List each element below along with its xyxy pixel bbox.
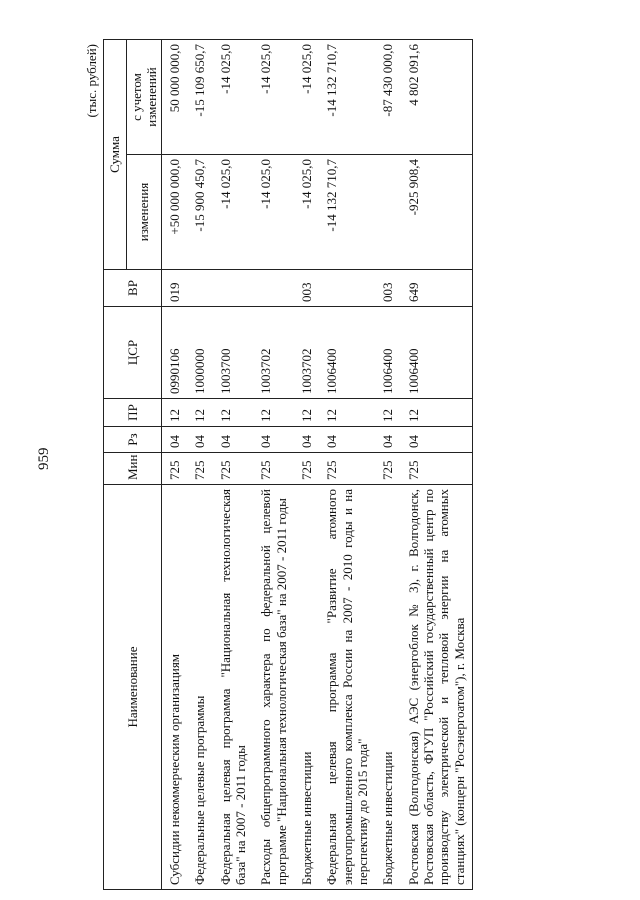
cell-change: -14 025,0 xyxy=(294,155,319,270)
cell-rz: 04 xyxy=(375,427,400,453)
cell-rz: 04 xyxy=(401,427,473,453)
cell-csr: 1000000 xyxy=(187,307,212,399)
cell-rz: 04 xyxy=(162,427,188,453)
cell-name: Субсидии некоммерческим организациям xyxy=(162,485,188,890)
cell-csr: 0990106 xyxy=(162,307,188,399)
cell-min: 725 xyxy=(401,453,473,485)
cell-change: -925 908,4 xyxy=(401,155,473,270)
cell-vr xyxy=(253,270,294,307)
cell-rz: 04 xyxy=(294,427,319,453)
cell-change: -15 900 450,7 xyxy=(187,155,212,270)
table-row xyxy=(294,40,319,890)
table-row xyxy=(375,40,400,890)
cell-rz: 04 xyxy=(187,427,212,453)
cell-name: Расходы общепрограммного характера по федеральной целевой программе "Национальная технологическая база" на 2007 - 2011 годы xyxy=(253,485,294,890)
cell-min: 725 xyxy=(375,453,400,485)
cell-pr: 12 xyxy=(213,399,254,427)
cell-name: Федеральная целевая программа "Национальная технологическая база" на 2007 - 2011 годы xyxy=(213,485,254,890)
cell-with-changes: -14 132 710,7 xyxy=(319,40,375,155)
cell-min: 725 xyxy=(253,453,294,485)
cell-pr: 12 xyxy=(253,399,294,427)
cell-change xyxy=(375,155,400,270)
header-sum: Сумма xyxy=(104,40,127,270)
budget-table xyxy=(103,39,473,890)
cell-vr: 649 xyxy=(401,270,473,307)
rotated-page-content xyxy=(84,40,553,890)
cell-with-changes: -14 025,0 xyxy=(253,40,294,155)
cell-min: 725 xyxy=(294,453,319,485)
header-change: изменения xyxy=(127,155,162,270)
cell-min: 725 xyxy=(162,453,188,485)
table-row xyxy=(187,40,212,890)
cell-pr: 12 xyxy=(401,399,473,427)
cell-with-changes: -87 430 000,0 xyxy=(375,40,400,155)
cell-rz: 04 xyxy=(253,427,294,453)
cell-csr: 1006400 xyxy=(319,307,375,399)
cell-pr: 12 xyxy=(294,399,319,427)
header-min: Мин xyxy=(104,453,162,485)
header-with-changes: с учетом изменений xyxy=(127,40,162,155)
cell-csr: 1006400 xyxy=(375,307,400,399)
table-row xyxy=(162,40,188,890)
cell-rz: 04 xyxy=(319,427,375,453)
cell-name: Бюджетные инвестиции xyxy=(294,485,319,890)
cell-change: -14 025,0 xyxy=(213,155,254,270)
header-name: Наименование xyxy=(104,485,162,890)
cell-with-changes: -15 109 650,7 xyxy=(187,40,212,155)
cell-csr: 1003702 xyxy=(294,307,319,399)
cell-name: Ростовская (Волгодонская) АЭС (энергоблок № 3), г. Волгодонск, Ростовская область, ФГУП "Российский государственный центр по производству электрической и тепловой энергии на атомных станциях" (концерн "Росэнергоатом"), г. Москва xyxy=(401,485,473,890)
cell-min: 725 xyxy=(213,453,254,485)
page-number: 959 xyxy=(36,447,52,470)
table-row xyxy=(213,40,254,890)
cell-vr xyxy=(319,270,375,307)
cell-pr: 12 xyxy=(375,399,400,427)
cell-with-changes: -14 025,0 xyxy=(213,40,254,155)
header-pr: ПР xyxy=(104,399,162,427)
cell-vr: 019 xyxy=(162,270,188,307)
cell-csr: 1006400 xyxy=(401,307,473,399)
cell-csr: 1003700 xyxy=(213,307,254,399)
table-row xyxy=(319,40,375,890)
cell-min: 725 xyxy=(187,453,212,485)
table-row xyxy=(253,40,294,890)
cell-min: 725 xyxy=(319,453,375,485)
cell-name: Федеральная целевая программа "Развитие атомного энергопромышленного комплекса России на 2007 - 2010 годы и на перспективу до 2015 года" xyxy=(319,485,375,890)
cell-vr xyxy=(213,270,254,307)
cell-with-changes: 4 802 091,6 xyxy=(401,40,473,155)
cell-pr: 12 xyxy=(162,399,188,427)
table-row xyxy=(401,40,473,890)
cell-rz: 04 xyxy=(213,427,254,453)
cell-change: -14 025,0 xyxy=(253,155,294,270)
cell-vr: 003 xyxy=(294,270,319,307)
header-vr: ВР xyxy=(104,270,162,307)
cell-vr: 003 xyxy=(375,270,400,307)
cell-change: -14 132 710,7 xyxy=(319,155,375,270)
cell-vr xyxy=(187,270,212,307)
cell-change: +50 000 000,0 xyxy=(162,155,188,270)
cell-with-changes: 50 000 000,0 xyxy=(162,40,188,155)
cell-name: Федеральные целевые программы xyxy=(187,485,212,890)
cell-name: Бюджетные инвестиции xyxy=(375,485,400,890)
header-csr: ЦСР xyxy=(104,307,162,399)
table-body xyxy=(162,40,473,890)
cell-csr: 1003702 xyxy=(253,307,294,399)
header-rz: Рз xyxy=(104,427,162,453)
units-note: (тыс. рублей) xyxy=(84,44,99,118)
cell-pr: 12 xyxy=(319,399,375,427)
cell-pr: 12 xyxy=(187,399,212,427)
cell-with-changes: -14 025,0 xyxy=(294,40,319,155)
table-header xyxy=(104,40,162,890)
